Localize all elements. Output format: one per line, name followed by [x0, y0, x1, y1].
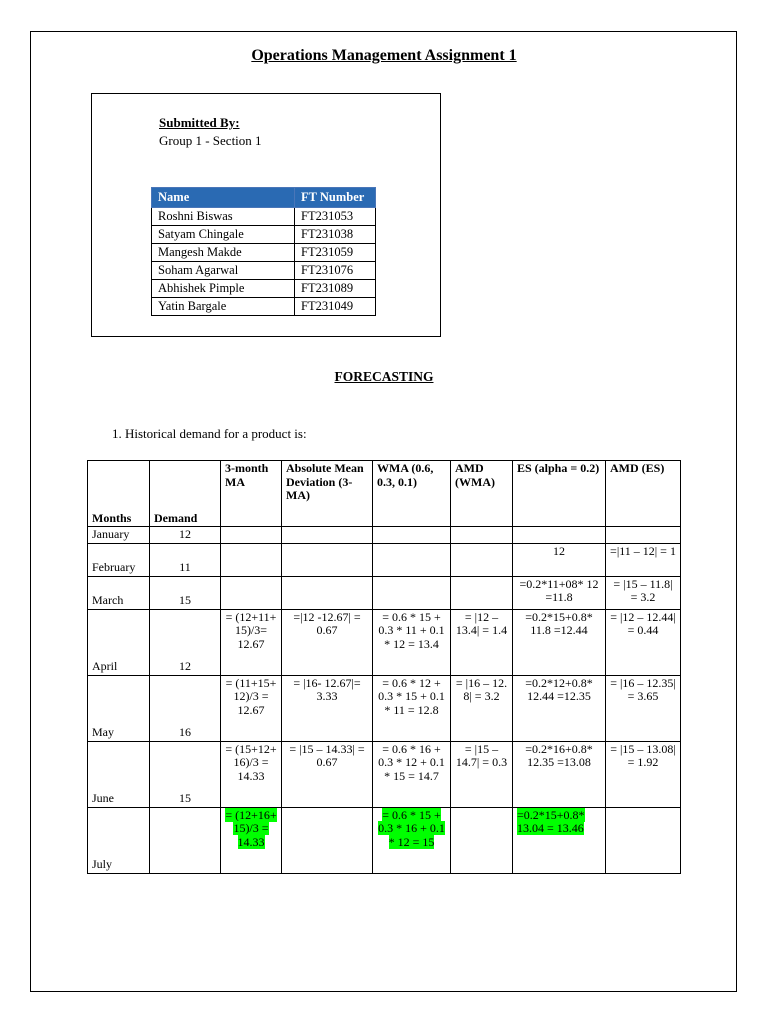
table-row [152, 244, 376, 262]
month-cell: April [88, 609, 150, 675]
forecast-table [87, 460, 681, 874]
demand-cell: 15 [150, 576, 221, 609]
ma-cell [221, 527, 282, 544]
member-name: Abhishek Pimple [152, 280, 295, 298]
demand-cell [150, 807, 221, 873]
wma-cell: = 0.6 * 12 + 0.3 * 15 + 0.1 * 11 = 12.8 [373, 675, 451, 741]
table-row [152, 226, 376, 244]
amd-es-cell: = |12 – 12.44| = 0.44 [606, 609, 681, 675]
member-name: Satyam Chingale [152, 226, 295, 244]
submitted-label: Submitted By: [159, 115, 240, 130]
table-row [88, 576, 681, 609]
amd-es-cell: =|11 – 12| = 1 [606, 543, 681, 576]
table-row [152, 298, 376, 316]
wma-cell [373, 576, 451, 609]
month-cell: March [88, 576, 150, 609]
month-cell: June [88, 741, 150, 807]
amd-wma-cell [451, 576, 513, 609]
header-3ma: 3-month MA [221, 461, 282, 527]
members-header-row [152, 188, 376, 208]
amd-wma-cell: = |15 – 14.7| = 0.3 [451, 741, 513, 807]
amd-ma-cell [282, 543, 373, 576]
ma-cell: = (12+11+ 15)/3= 12.67 [221, 609, 282, 675]
demand-cell: 16 [150, 675, 221, 741]
table-row [152, 208, 376, 226]
submitted-box [91, 93, 441, 337]
member-ft: FT231059 [295, 244, 376, 262]
amd-ma-cell: =|12 -12.67| = 0.67 [282, 609, 373, 675]
amd-ma-cell [282, 527, 373, 544]
member-name: Yatin Bargale [152, 298, 295, 316]
ma-cell [221, 543, 282, 576]
header-amd-es: AMD (ES) [606, 461, 681, 527]
amd-wma-cell: = |12 – 13.4| = 1.4 [451, 609, 513, 675]
table-row [88, 609, 681, 675]
ma-forecast-highlight: = (12+16+ 15)/3 = 14.33 [225, 807, 277, 849]
es-cell: =0.2*12+0.8* 12.44 =12.35 [513, 675, 606, 741]
wma-cell: = 0.6 * 15 + 0.3 * 11 + 0.1 * 12 = 13.4 [373, 609, 451, 675]
table-row [88, 675, 681, 741]
ma-cell: = (11+15+ 12)/3 = 12.67 [221, 675, 282, 741]
month-cell: May [88, 675, 150, 741]
member-ft: FT231049 [295, 298, 376, 316]
table-row [88, 741, 681, 807]
member-ft: FT231076 [295, 262, 376, 280]
amd-wma-cell: = |16 – 12. 8| = 3.2 [451, 675, 513, 741]
amd-ma-cell [282, 576, 373, 609]
amd-es-cell: = |15 – 13.08| = 1.92 [606, 741, 681, 807]
es-cell [513, 527, 606, 544]
question-text: 1. Historical demand for a product is: [112, 426, 307, 441]
member-ft: FT231038 [295, 226, 376, 244]
es-cell: 12 [513, 543, 606, 576]
es-cell: =0.2*11+08* 12 =11.8 [513, 576, 606, 609]
amd-wma-cell [451, 543, 513, 576]
ma-cell [221, 807, 282, 873]
amd-es-cell [606, 807, 681, 873]
demand-cell: 12 [150, 527, 221, 544]
wma-cell [373, 543, 451, 576]
month-cell: February [88, 543, 150, 576]
wma-forecast-highlight: = 0.6 * 15 + 0.3 * 16 + 0.1 * 12 = 15 [378, 807, 445, 849]
amd-ma-cell: = |15 – 14.33| = 0.67 [282, 741, 373, 807]
amd-ma-cell: = |16- 12.67|= 3.33 [282, 675, 373, 741]
table-row [88, 527, 681, 544]
demand-cell: 12 [150, 609, 221, 675]
table-row [88, 807, 681, 873]
header-amd-3ma: Absolute Mean Deviation (3-MA) [282, 461, 373, 527]
document-title: Operations Management Assignment 1 [251, 47, 517, 64]
es-cell [513, 807, 606, 873]
amd-es-cell: = |16 – 12.35| = 3.65 [606, 675, 681, 741]
amd-wma-cell [451, 807, 513, 873]
amd-ma-cell [282, 807, 373, 873]
amd-wma-cell [451, 527, 513, 544]
demand-cell: 15 [150, 741, 221, 807]
table-row [152, 262, 376, 280]
month-cell: July [88, 807, 150, 873]
member-name: Soham Agarwal [152, 262, 295, 280]
es-cell: =0.2*15+0.8* 11.8 =12.44 [513, 609, 606, 675]
table-row [152, 280, 376, 298]
es-forecast-highlight: =0.2*15+0.8* 13.04 = 13.46 [517, 807, 585, 835]
ma-cell: = (15+12+ 16)/3 = 14.33 [221, 741, 282, 807]
amd-es-cell: = |15 – 11.8| = 3.2 [606, 576, 681, 609]
members-header-ft: FT Number [295, 188, 376, 208]
forecast-header-row [88, 461, 681, 527]
member-ft: FT231089 [295, 280, 376, 298]
member-name: Roshni Biswas [152, 208, 295, 226]
month-cell: January [88, 527, 150, 544]
ma-cell [221, 576, 282, 609]
table-row [88, 543, 681, 576]
es-cell: =0.2*16+0.8* 12.35 =13.08 [513, 741, 606, 807]
group-label: Group 1 - Section 1 [159, 133, 262, 148]
header-months: Months [88, 461, 150, 527]
amd-es-cell [606, 527, 681, 544]
members-header-name: Name [152, 188, 295, 208]
wma-cell [373, 527, 451, 544]
section-heading: FORECASTING [334, 369, 434, 384]
demand-cell: 11 [150, 543, 221, 576]
header-wma: WMA (0.6, 0.3, 0.1) [373, 461, 451, 527]
header-demand: Demand [150, 461, 221, 527]
wma-cell [373, 807, 451, 873]
header-amd-wma: AMD (WMA) [451, 461, 513, 527]
header-es: ES (alpha = 0.2) [513, 461, 606, 527]
members-table [151, 187, 376, 316]
member-ft: FT231053 [295, 208, 376, 226]
member-name: Mangesh Makde [152, 244, 295, 262]
wma-cell: = 0.6 * 16 + 0.3 * 12 + 0.1 * 15 = 14.7 [373, 741, 451, 807]
